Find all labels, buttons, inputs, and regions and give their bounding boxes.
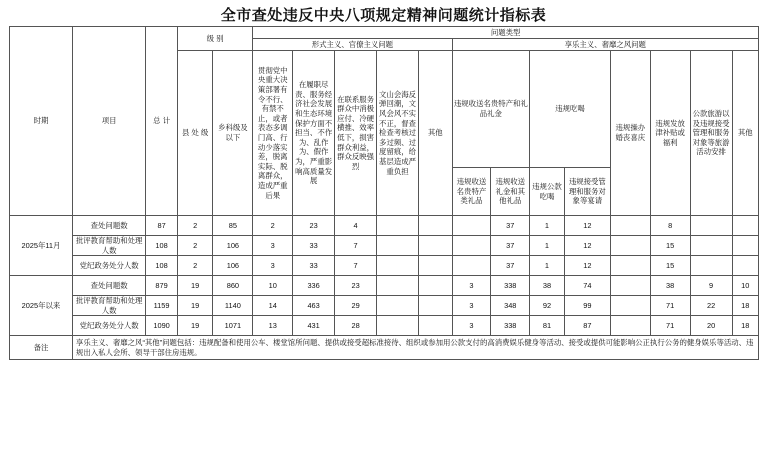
period-label: 2025年以来 — [10, 276, 73, 336]
cell-f3: 4 — [335, 216, 377, 236]
header-level: 级 别 — [177, 27, 253, 51]
cell-f1: 3 — [253, 256, 293, 276]
cell-h5 — [690, 236, 732, 256]
header-item: 项目 — [72, 27, 145, 216]
cell-h5 — [690, 256, 732, 276]
cell-h1b: 338 — [491, 316, 530, 336]
cell-h4: 38 — [650, 276, 690, 296]
header-township-level: 乡科级及以下 — [213, 51, 253, 216]
cell-f3: 28 — [335, 316, 377, 336]
header-total: 总 计 — [146, 27, 177, 216]
table-row — [10, 236, 759, 256]
page-title: 全市查处违反中央八项规定精神问题统计指标表 — [220, 7, 547, 24]
cell-h3 — [610, 236, 650, 256]
header-dining-banquet: 违规接受管理和服务对象等宴请 — [564, 168, 610, 216]
cell-h1b: 37 — [491, 256, 530, 276]
cell-f1: 3 — [253, 236, 293, 256]
cell-h1b: 37 — [491, 236, 530, 256]
cell-county: 19 — [177, 316, 213, 336]
cell-f3: 29 — [335, 296, 377, 316]
header-weddings-funerals: 违规操办婚丧喜庆 — [610, 51, 650, 216]
cell-h-other — [732, 256, 758, 276]
cell-h3 — [610, 316, 650, 336]
cell-h4: 71 — [650, 296, 690, 316]
row-item-label: 批评教育帮助和处理人数 — [72, 236, 145, 256]
cell-f-other — [419, 316, 453, 336]
cell-f2: 33 — [293, 236, 335, 256]
cell-county: 2 — [177, 256, 213, 276]
cell-f1: 14 — [253, 296, 293, 316]
cell-township: 1140 — [213, 296, 253, 316]
row-item-label: 党纪政务处分人数 — [72, 316, 145, 336]
table-row — [10, 216, 759, 236]
header-formalism: 形式主义、官僚主义问题 — [253, 39, 452, 51]
cell-f4 — [377, 216, 419, 236]
cell-h1a — [452, 236, 491, 256]
cell-h4: 8 — [650, 216, 690, 236]
header-travel: 公款旅游以及违规接受管理和服务对象等旅游活动安排 — [690, 51, 732, 216]
cell-h1a: 3 — [452, 316, 491, 336]
cell-total: 879 — [146, 276, 177, 296]
cell-f-other — [419, 236, 453, 256]
cell-h1b: 338 — [491, 276, 530, 296]
cell-total: 1090 — [146, 316, 177, 336]
cell-h1a — [452, 256, 491, 276]
header-formalism-meetings: 文山会海反弹回潮，文风会风不实不正，督查检查考核过多过频、过度留痕，给基层造成严重负担 — [377, 51, 419, 216]
cell-h2b: 74 — [564, 276, 610, 296]
cell-township: 1071 — [213, 316, 253, 336]
table-row — [10, 296, 759, 316]
cell-f2: 336 — [293, 276, 335, 296]
cell-f3: 7 — [335, 236, 377, 256]
cell-f-other — [419, 276, 453, 296]
row-item-label: 查处问题数 — [72, 276, 145, 296]
cell-h1b: 37 — [491, 216, 530, 236]
cell-township: 106 — [213, 256, 253, 276]
cell-f-other — [419, 256, 453, 276]
cell-h5: 22 — [690, 296, 732, 316]
cell-township: 85 — [213, 216, 253, 236]
cell-f4 — [377, 296, 419, 316]
cell-h2a: 1 — [530, 236, 565, 256]
cell-f1: 2 — [253, 216, 293, 236]
header-dining: 违规吃喝 — [530, 51, 611, 168]
cell-h1a — [452, 216, 491, 236]
row-item-label: 党纪政务处分人数 — [72, 256, 145, 276]
cell-h-other — [732, 216, 758, 236]
cell-f3: 7 — [335, 256, 377, 276]
cell-county: 19 — [177, 296, 213, 316]
table-row — [10, 256, 759, 276]
row-item-label: 查处问题数 — [72, 216, 145, 236]
header-formalism-service: 在联系服务群众中消极应付、冷硬横推、效率低下，损害群众利益，群众反映强烈 — [335, 51, 377, 216]
cell-h1a: 3 — [452, 296, 491, 316]
cell-county: 2 — [177, 236, 213, 256]
header-formalism-duty: 在履职尽责、服务经济社会发展和生态环境保护方面不担当、不作为、乱作为、假作为，严重影响高质量发展 — [293, 51, 335, 216]
note-text: 享乐主义、奢靡之风“其他”问题包括：违规配备和使用公车、楼堂馆所问题、提供或接受超标准接待、组织或参加用公款支付的高消费娱乐健身等活动、接受或提供可能影响公正执行公务的健身娱乐等活动、违规出入私人会所、领导干部住房违规。 — [72, 336, 758, 360]
cell-f-other — [419, 216, 453, 236]
cell-h3 — [610, 296, 650, 316]
cell-h2a: 92 — [530, 296, 565, 316]
header-formalism-other: 其他 — [419, 51, 453, 216]
cell-h3 — [610, 256, 650, 276]
cell-f1: 13 — [253, 316, 293, 336]
table-row — [10, 316, 759, 336]
table-row — [10, 276, 759, 296]
statistics-table — [9, 26, 759, 360]
header-subsidies: 违规发放津补贴或福利 — [650, 51, 690, 216]
cell-h-other: 18 — [732, 316, 758, 336]
cell-f2: 431 — [293, 316, 335, 336]
cell-h5: 9 — [690, 276, 732, 296]
cell-h-other — [732, 236, 758, 256]
cell-f4 — [377, 256, 419, 276]
cell-total: 87 — [146, 216, 177, 236]
header-county-level: 县 处 级 — [177, 51, 213, 216]
cell-h2a: 81 — [530, 316, 565, 336]
cell-h-other: 18 — [732, 296, 758, 316]
cell-h5 — [690, 216, 732, 236]
header-hedonism: 享乐主义、奢靡之风问题 — [452, 39, 758, 51]
cell-county: 2 — [177, 216, 213, 236]
cell-h2a: 38 — [530, 276, 565, 296]
cell-h2b: 12 — [564, 256, 610, 276]
cell-h4: 15 — [650, 256, 690, 276]
cell-h4: 71 — [650, 316, 690, 336]
cell-total: 1159 — [146, 296, 177, 316]
cell-f4 — [377, 236, 419, 256]
cell-h3 — [610, 216, 650, 236]
header-problem-type: 问题类型 — [253, 27, 759, 39]
cell-total: 108 — [146, 256, 177, 276]
header-period: 时期 — [10, 27, 73, 216]
cell-county: 19 — [177, 276, 213, 296]
cell-h-other: 10 — [732, 276, 758, 296]
period-label: 2025年11月 — [10, 216, 73, 276]
cell-h3 — [610, 276, 650, 296]
cell-township: 106 — [213, 236, 253, 256]
cell-h2a: 1 — [530, 216, 565, 236]
cell-h2a: 1 — [530, 256, 565, 276]
cell-f4 — [377, 276, 419, 296]
cell-f1: 10 — [253, 276, 293, 296]
row-item-label: 批评教育帮助和处理人数 — [72, 296, 145, 316]
cell-h2b: 12 — [564, 236, 610, 256]
cell-h4: 15 — [650, 236, 690, 256]
cell-f3: 23 — [335, 276, 377, 296]
cell-h2b: 99 — [564, 296, 610, 316]
cell-township: 860 — [213, 276, 253, 296]
cell-h5: 20 — [690, 316, 732, 336]
cell-f-other — [419, 296, 453, 316]
header-hedonism-other: 其他 — [732, 51, 758, 216]
cell-h2b: 12 — [564, 216, 610, 236]
header-formalism-decision: 贯彻党中央重大决策部署有令不行、有禁不止，或者表态多调门高、行动少落实差，脱离实际、脱离群众，造成严重后果 — [253, 51, 293, 216]
cell-h1b: 348 — [491, 296, 530, 316]
cell-f4 — [377, 316, 419, 336]
header-gifts: 违规收送名贵特产和礼品礼金 — [452, 51, 530, 168]
header-dining-public: 违规公款吃喝 — [530, 168, 565, 216]
cell-total: 108 — [146, 236, 177, 256]
header-gifts-cash: 违规收送礼金和其他礼品 — [491, 168, 530, 216]
cell-f2: 23 — [293, 216, 335, 236]
cell-f2: 463 — [293, 296, 335, 316]
note-label: 备注 — [10, 336, 73, 360]
cell-f2: 33 — [293, 256, 335, 276]
cell-h1a: 3 — [452, 276, 491, 296]
cell-h2b: 87 — [564, 316, 610, 336]
header-gifts-specialty: 违规收送名贵特产类礼品 — [452, 168, 491, 216]
